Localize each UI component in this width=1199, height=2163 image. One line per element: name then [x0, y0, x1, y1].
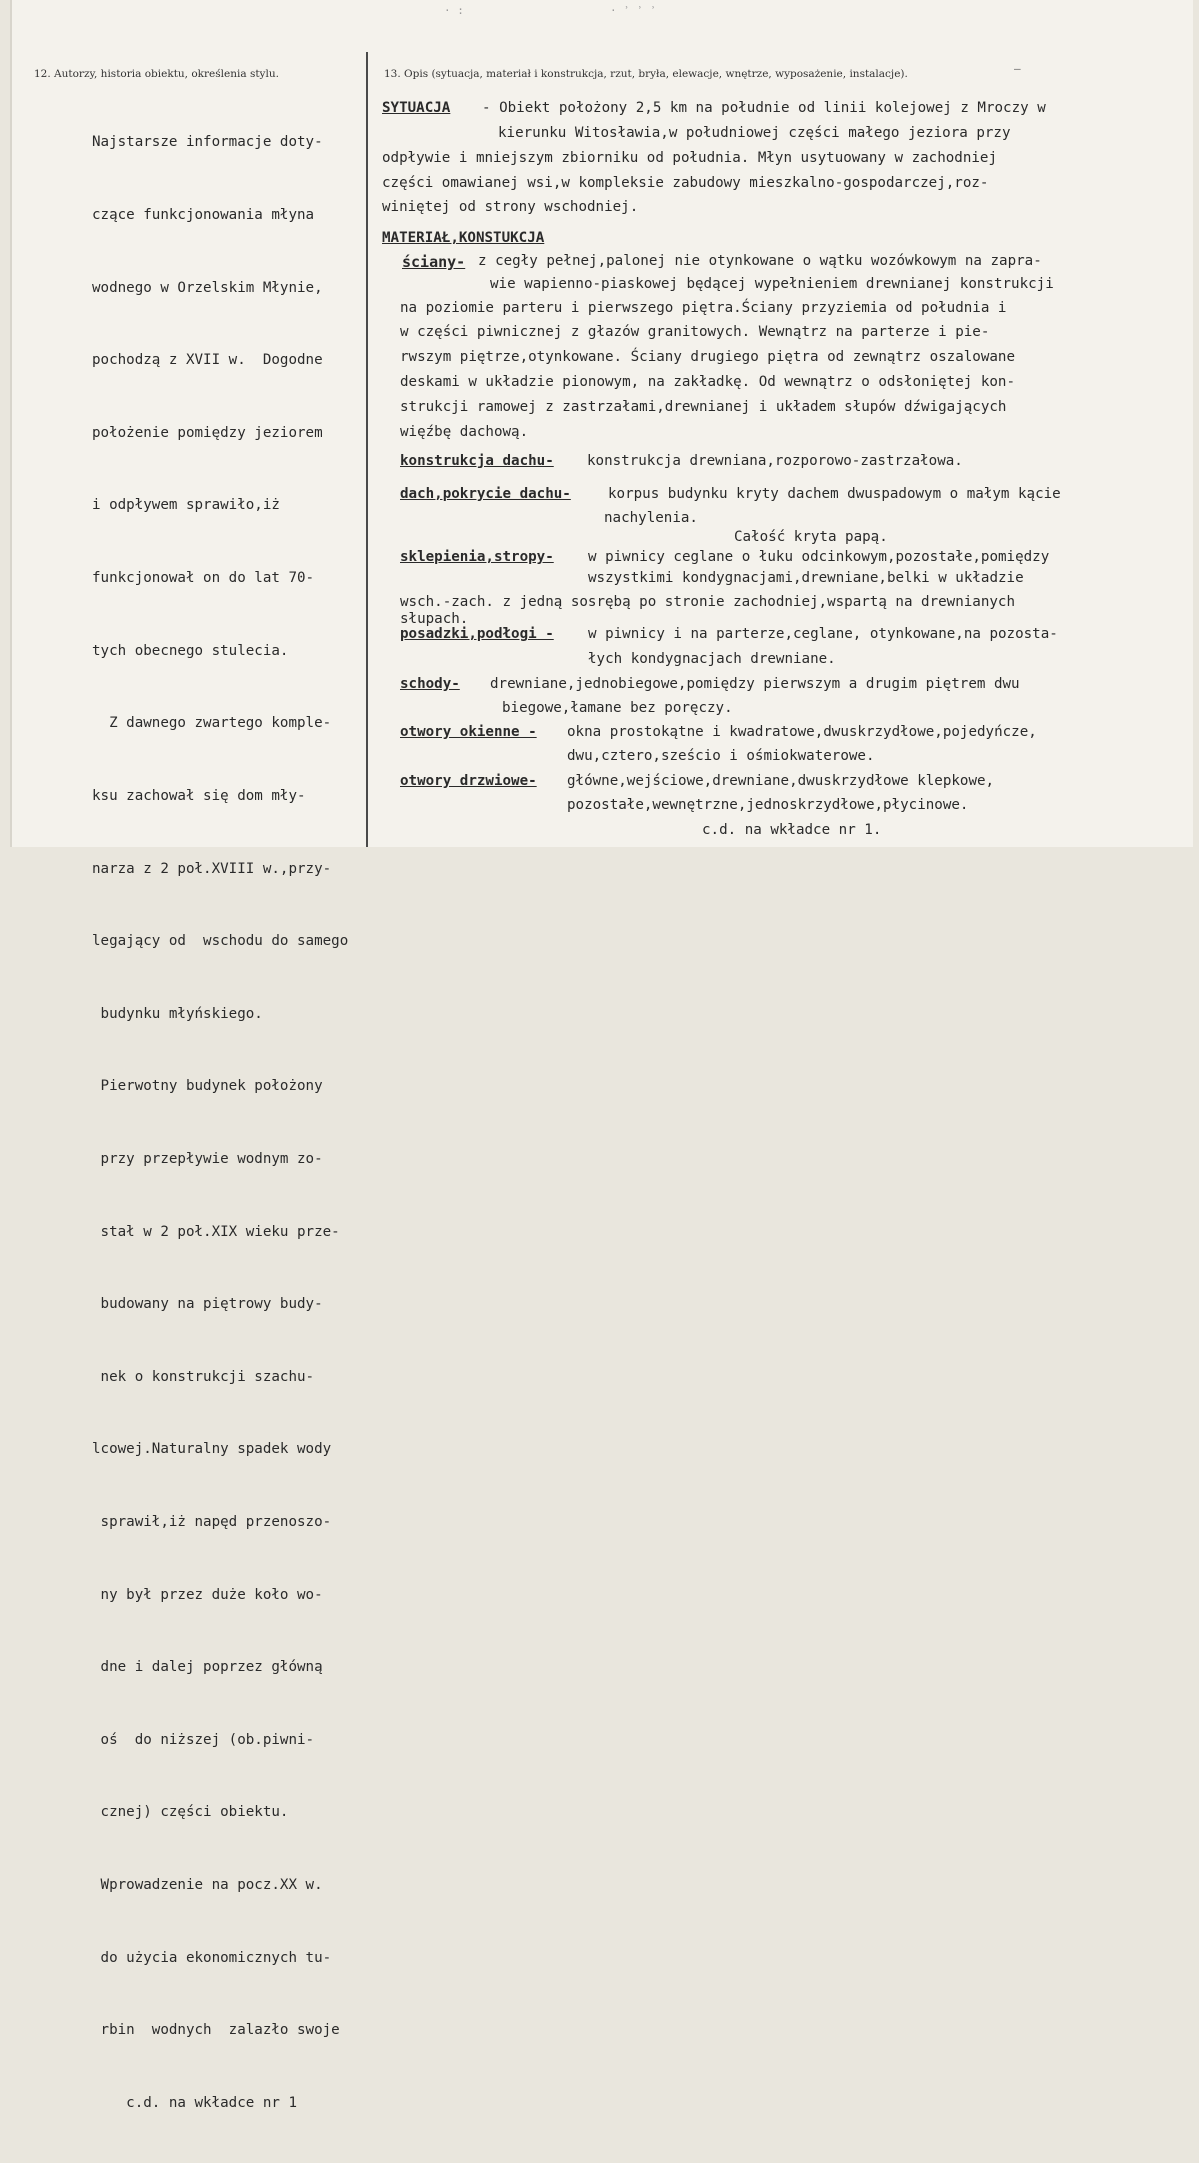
history-text	[92, 82, 367, 2163]
history-line: tych obecnego stulecia.	[92, 642, 289, 659]
history-line: dne i dalej poprzez główną	[92, 1659, 323, 1676]
history-line: nek o konstrukcji szachu-	[92, 1368, 315, 1385]
posadzki-line: w piwnicy i na parterze,ceglane, otynkowane,na pozosta-	[588, 626, 1058, 642]
history-line: Pierwotny budynek położony	[92, 1078, 323, 1095]
history-line: oś do niższej (ob.piwni-	[92, 1731, 315, 1748]
sciany-line: więźbę dachową.	[400, 424, 529, 440]
history-line: cznej) części obiektu.	[92, 1804, 289, 1821]
sciany-line: rwszym piętrze,otynkowane. Ściany drugiego piętra od zewnątrz oszalowane	[400, 349, 1015, 365]
sciany-line: deskami w układzie pionowym, na zakładkę. Od wewnątrz o odsłoniętej kon-	[400, 374, 1015, 390]
okna-line: okna prostokątne i kwadratowe,dwuskrzydłowe,pojedyńcze,	[567, 724, 1037, 740]
history-line: Najstarsze informacje doty-	[92, 134, 323, 151]
scan-mark: · :	[444, 4, 464, 17]
sklepienia-line: wsch.-zach. z jedną sosrębą po stronie zachodniej,wspartą na drewnianych	[400, 594, 1015, 610]
history-line: przy przepływie wodnym zo-	[92, 1150, 323, 1167]
sciany-line: strukcji ramowej z zastrzałami,drewnianej i układem słupów dźwigających	[400, 399, 1007, 415]
history-line: wodnego w Orzelskim Młynie,	[92, 279, 323, 296]
konstrukcja-label: konstrukcja dachu-	[400, 453, 554, 469]
sytuacja-label: SYTUACJA	[382, 100, 451, 116]
okna-label: otwory okienne -	[400, 724, 537, 740]
history-line: budynku młyńskiego.	[92, 1005, 263, 1022]
drzwi-line: pozostałe,wewnętrzne,jednoskrzydłowe,płycinowe.	[567, 797, 969, 813]
sklepienia-line: w piwnicy ceglane o łuku odcinkowym,pozostałe,pomiędzy	[588, 549, 1050, 565]
section-12-header: 12. Autorzy, historia obiektu, określenia stylu.	[34, 68, 279, 80]
section-13-header: 13. Opis (sytuacja, materiał i konstrukcja, rzut, bryła, elewacje, wnętrze, wyposażenie, instalacje).	[384, 68, 908, 80]
material-label: MATERIAŁ,KONSTUKCJA	[382, 230, 545, 246]
schody-line: drewniane,jednobiegowe,pomiędzy pierwszym a drugim piętrem dwu	[490, 676, 1020, 692]
drzwi-line: główne,wejściowe,drewniane,dwuskrzydłowe klepkowe,	[567, 773, 995, 789]
posadzki-line: łych kondygnacjach drewniane.	[588, 651, 836, 667]
history-line: do użycia ekonomicznych tu-	[92, 1949, 332, 1966]
sklepienia-line: wszystkimi kondygnacjami,drewniane,belki w układzie	[588, 570, 1024, 586]
dach-line: nachylenia.	[604, 510, 698, 526]
history-line: ny był przez duże koło wo-	[92, 1586, 323, 1603]
sciany-line: z cegły pełnej,palonej nie otynkowane o wątku wozówkowym na zapra-	[478, 253, 1042, 269]
konstrukcja-line: konstrukcja drewniana,rozporowo-zastrzałowa.	[587, 453, 963, 469]
sytuacja-line: kierunku Witosławia,w południowej części małego jeziora przy	[498, 125, 1011, 141]
sytuacja-line: winiętej od strony wschodniej.	[382, 199, 639, 215]
sklepienia-label: sklepienia,stropy-	[400, 549, 554, 565]
history-line: narza z 2 poł.XVIII w.,przy-	[92, 860, 332, 877]
history-line: i odpływem sprawiło,iż	[92, 497, 280, 514]
history-line: pochodzą z XVII w. Dogodne	[92, 352, 323, 369]
sklepienia-line: słupach.	[400, 611, 469, 627]
history-line: sprawił,iż napęd przenoszo-	[92, 1513, 332, 1530]
dach-line: korpus budynku kryty dachem dwuspadowym o małym kącie	[608, 486, 1061, 502]
sytuacja-line: odpływie i mniejszym zbiorniku od południa. Młyn usytuowany w zachodniej	[382, 150, 997, 166]
continuation-note: c.d. na wkładce nr 1.	[702, 822, 882, 838]
sciany-line: na poziomie parteru i pierwszego piętra.Ściany przyziemia od południa i	[400, 300, 1007, 316]
sytuacja-line: - Obiekt położony 2,5 km na południe od linii kolejowej z Mroczy w	[482, 100, 1046, 116]
okna-line: dwu,cztero,sześcio i ośmiokwaterowe.	[567, 748, 875, 764]
document-page	[10, 0, 1193, 2111]
history-line: Wprowadzenie na pocz.XX w.	[92, 1877, 323, 1894]
sytuacja-line: części omawianej wsi,w kompleksie zabudowy mieszkalno-gospodarczej,roz-	[382, 175, 989, 191]
history-line: czące funkcjonowania młyna	[92, 207, 315, 224]
history-line: budowany na piętrowy budy-	[92, 1296, 323, 1313]
history-line: położenie pomiędzy jeziorem	[92, 424, 323, 441]
sciany-line: wie wapienno-piaskowej będącej wypełnieniem drewnianej konstrukcji	[490, 276, 1054, 292]
history-line: rbin wodnych zalazło swoje	[92, 2022, 340, 2039]
dach-label: dach,pokrycie dachu-	[400, 486, 571, 502]
history-line: ksu zachował się dom mły-	[92, 787, 306, 804]
history-line: stał w 2 poł.XIX wieku prze-	[92, 1223, 340, 1240]
drzwi-label: otwory drzwiowe-	[400, 773, 537, 789]
dash-mark: –	[1014, 62, 1021, 75]
schody-line: biegowe,łamane bez poręczy.	[502, 700, 733, 716]
history-line: funkcjonował on do lat 70-	[92, 570, 315, 587]
sciany-line: w części piwnicznej z głazów granitowych. Wewnątrz na parterze i pie-	[400, 324, 990, 340]
schody-label: schody-	[400, 676, 460, 692]
posadzki-label: posadzki,podłogi -	[400, 626, 554, 642]
history-line: Z dawnego zwartego komple-	[92, 715, 332, 732]
history-line: lcowej.Naturalny spadek wody	[92, 1441, 332, 1458]
history-line: legający od wschodu do samego	[92, 933, 349, 950]
sciany-label: ściany-	[402, 253, 466, 271]
scan-mark: · ʾ ʾ ʾ	[610, 4, 657, 17]
history-line: c.d. na wkładce nr 1	[92, 2094, 297, 2111]
dach-line: Całość kryta papą.	[734, 529, 888, 545]
